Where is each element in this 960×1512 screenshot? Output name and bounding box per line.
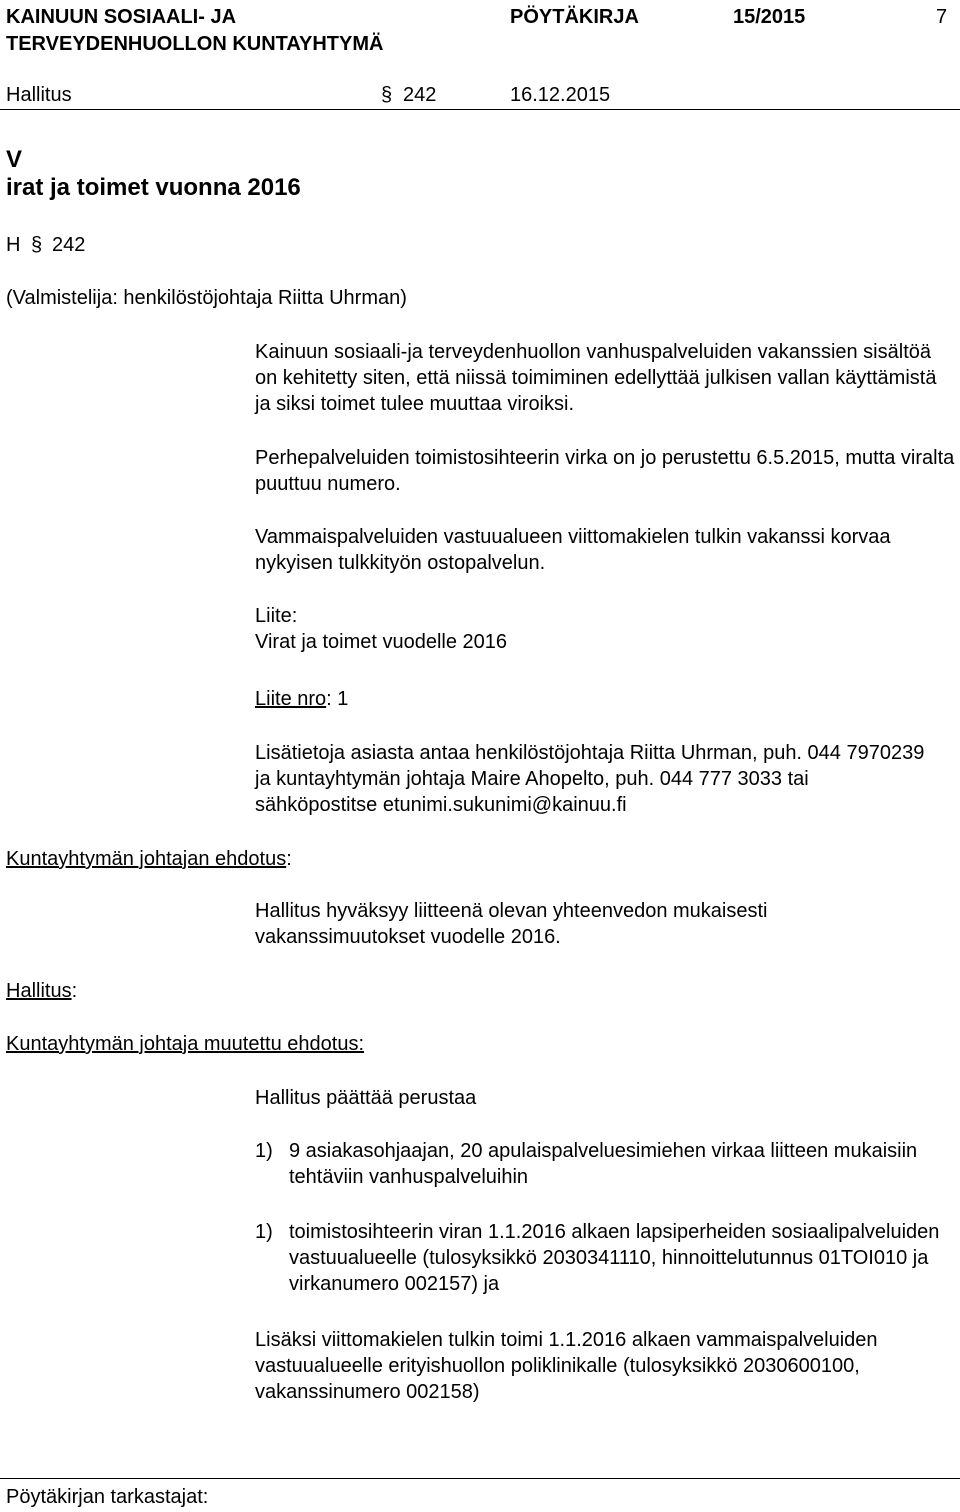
decision-item-number: 1)	[255, 1140, 273, 1162]
case-ref-prefix: H	[6, 234, 21, 256]
decision-item-number: 1)	[255, 1221, 273, 1243]
additional-decision: Lisäksi viittomakielen tulkin toimi 1.1.2016 alkaen vammaispalveluiden vastuualueelle erityishuollon poliklinikalle (tulosyksikkö 2030600100, vakanssinumero 002158)	[255, 1329, 878, 1403]
section-number: 242	[403, 84, 437, 106]
attachment-nro-value: : 1	[326, 688, 349, 710]
modified-proposal-label: Kuntayhtymän johtaja muutettu ehdotus:	[6, 1033, 365, 1055]
org-name-line2: TERVEYDENHUOLLON KUNTAYHTYMÄ	[6, 33, 384, 55]
document-number: 15/2015	[733, 6, 806, 28]
decision-item-text: toimistosihteerin viran 1.1.2016 alkaen lapsiperheiden sosiaalipalveluiden vastuualueelle (tulosyksikkö 2030341110, hinnoittelutunnus 01TOI010 ja virkanumero 002157) ja	[289, 1221, 940, 1295]
proposal-text: Hallitus hyväksyy liitteenä olevan yhteenvedon mukaisesti vakanssimuutokset vuodelle 2016.	[255, 900, 768, 948]
case-ref-number: 242	[52, 234, 86, 256]
title-line1: V	[6, 146, 23, 173]
section-sign: §	[381, 84, 393, 106]
section-sign: §	[31, 234, 43, 256]
document-type: PÖYTÄKIRJA	[510, 6, 639, 28]
decision-item	[255, 1138, 955, 1190]
decision-item	[255, 1219, 955, 1297]
decision-intro: Hallitus päättää perustaa	[255, 1087, 477, 1109]
minutes-checkers-label: Pöytäkirjan tarkastajat:	[6, 1486, 209, 1508]
meeting-date: 16.12.2015	[510, 84, 611, 106]
header-divider	[0, 109, 960, 110]
board-label: Hallitus:	[6, 980, 78, 1002]
attachment-number	[255, 686, 955, 712]
page-number: 7	[936, 6, 948, 28]
preparer-line: (Valmistelija: henkilöstöjohtaja Riitta Uhrman)	[6, 287, 407, 309]
footer-divider	[0, 1478, 960, 1479]
intro-paragraph: Kainuun sosiaali-ja terveydenhuollon vanhuspalveluiden vakanssien sisältöä on kehitetty siten, että niissä toimiminen edellyttää julkisen vallan käyttämistä ja siksi toimet tulee muuttaa viroiksi.	[255, 341, 937, 415]
decision-item-text: 9 asiakasohjaajan, 20 apulaispalveluesimiehen virkaa liitteen mukaisiin tehtäviin vanhuspalveluihin	[289, 1140, 918, 1188]
main-content	[255, 339, 955, 417]
disability-services-paragraph: Vammaispalveluiden vastuualueen viittomakielen tulkin vakanssi korvaa nykyisen tulkkityön ostopalvelun.	[255, 526, 891, 574]
attachment-title: Virat ja toimet vuodelle 2016	[255, 631, 508, 653]
meeting-body: Hallitus	[6, 84, 72, 106]
org-name-line1: KAINUUN SOSIAALI- JA	[6, 6, 237, 28]
contact-info: Lisätietoja asiasta antaa henkilöstöjohtaja Riitta Uhrman, puh. 044 7970239 ja kuntayhtymän johtaja Maire Ahopelto, puh. 044 777 3033 tai sähköpostitse etunimi.sukunimi@kainuu.fi	[255, 742, 925, 816]
attachment-nro-label: Liite nro	[255, 688, 327, 710]
attachment-label: Liite:	[255, 605, 298, 627]
title-line2: irat ja toimet vuonna 2016	[6, 174, 301, 201]
proposal-label: Kuntayhtymän johtajan ehdotus:	[6, 848, 292, 870]
family-services-paragraph: Perhepalveluiden toimistosihteerin virka on jo perustettu 6.5.2015, mutta viralta puuttuu numero.	[255, 447, 955, 495]
